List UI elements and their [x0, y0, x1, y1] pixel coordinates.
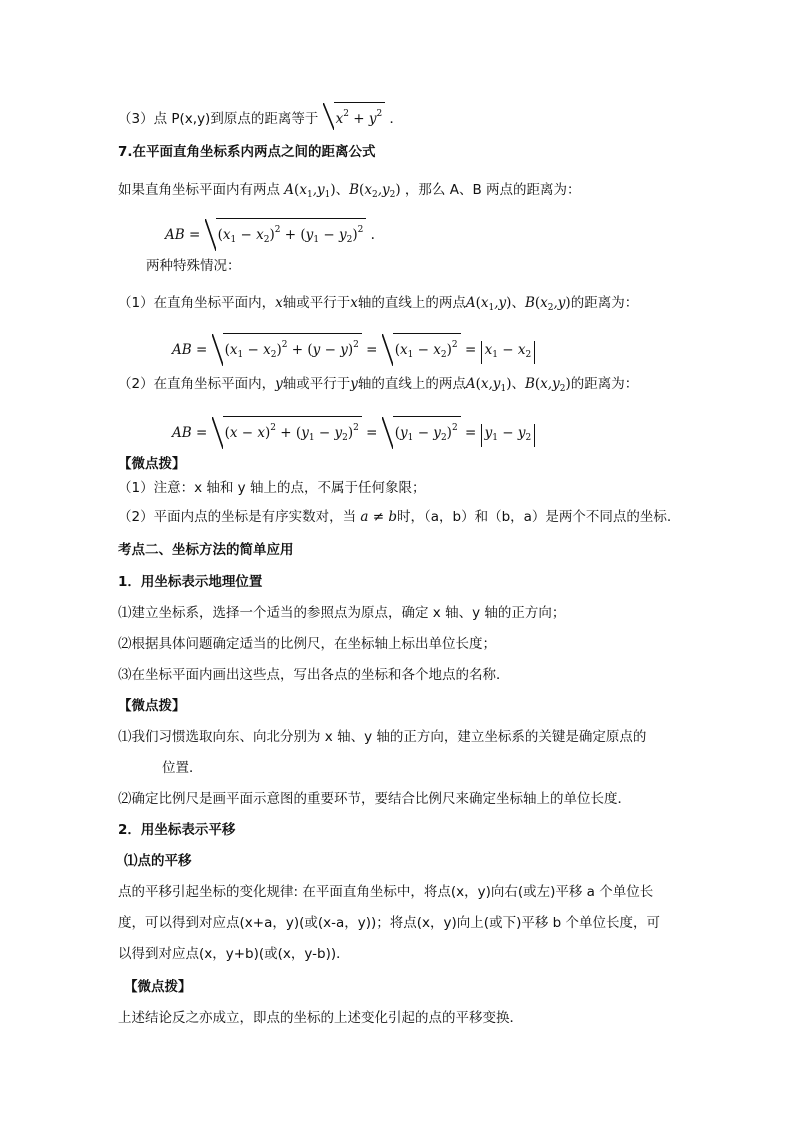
section-7-title: 7.在平面直角坐标系内两点之间的距离公式: [118, 144, 376, 160]
tip-2: （2）平面内点的坐标是有序实数对，当 a ≠ b时，（a，b）和（b，a）是两个不同点的坐标.: [118, 509, 672, 525]
distance-origin-text: （3）点 P(x,y)到原点的距离等于: [118, 111, 319, 127]
point-a-formula: $A(x_1,y_1)$: [284, 182, 336, 200]
s1-item-1: ⑴建立坐标系，选择一个适当的参照点为原点，确定 x 轴、y 轴的正方向；: [118, 605, 566, 621]
tip-b1-line2: 位置．: [162, 760, 203, 776]
kaodian-2-title: 考点二、坐标方法的简单应用: [118, 542, 294, 558]
special-cases-intro: 两种特殊情况：: [146, 258, 241, 274]
case-1-text: （1）在直角坐标平面内，x轴或平行于x轴的直线上的两点$A(x_1,y)$、$B(x_2,y)$的距离为：: [118, 295, 639, 313]
tip-b1-line1: ⑴我们习惯选取向东、向北分别为 x 轴、y 轴的正方向，建立坐标系的关键是确定原点的: [118, 729, 647, 745]
tip-title-2: 【微点拨】: [118, 698, 186, 714]
tip-title-1: 【微点拨】: [118, 456, 186, 472]
case-2-text: （2）在直角坐标平面内，y轴或平行于y轴的直线上的两点$A(x,y_1)$、$B(x,y_2)$的距离为：: [118, 376, 639, 394]
tip-b2: ⑵确定比例尺是画平面示意图的重要环节，要结合比例尺来确定坐标轴上的单位长度．: [118, 791, 631, 807]
section-7-intro: 如果直角坐标平面内有两点 $A(x_1,y_1)$、$B(x_2,y_2)$ ，那么 A、B 两点的距离为：: [118, 182, 581, 200]
sqrt-x2-y2: $x^2 + y^2$: [323, 102, 386, 129]
s1-item-3: ⑶在坐标平面内画出这些点，写出各点的坐标和各个地点的名称．: [118, 667, 510, 683]
line-distance-to-origin: （3）点 P(x,y)到原点的距离等于 $x^2 + y^2$ ．: [118, 102, 403, 129]
s1-item-2: ⑵根据具体问题确定适当的比例尺，在坐标轴上标出单位长度；: [118, 636, 496, 652]
subsection-1-title: 1．用坐标表示地理位置: [118, 574, 263, 590]
closing-statement: 上述结论反之亦成立，即点的坐标的上述变化引起的点的平移变换．: [118, 1010, 523, 1026]
s2-para-line3: 以得到对应点(x，y+b)(或(x，y-b))．: [118, 946, 350, 962]
point-b-formula: $B(x_2,y_2)$: [349, 182, 401, 200]
subsection-2-subtitle: ⑴点的平移: [124, 853, 192, 869]
tip-title-3: 【微点拨】: [124, 979, 192, 995]
s2-para-line1: 点的平移引起坐标的变化规律: 在平面直角坐标中，将点(x，y)向右(或左)平移 a 个单位长: [118, 884, 654, 900]
case-2-formula: AB = $(x - x)^2 + (y_1 - y_2)^2 = (y_1 - y_2)^2 = y_1 - y_2$: [172, 416, 535, 448]
case-1-formula: AB = $(x_1 - x_2)^2 + (y - y)^2 = (x_1 - x_2)^2 = x_1 - x_2$: [172, 333, 535, 365]
distance-formula: AB = $(x_1 - x_2)^2 + (y_1 - y_2)^2$ .: [165, 218, 375, 250]
tip-1: （1）注意：x 轴和 y 轴上的点，不属于任何象限；: [118, 480, 426, 496]
s2-para-line2: 度，可以得到对应点(x+a，y)(或(x-a，y))；将点(x，y)向上(或下)平移 b 个单位长度，可: [118, 915, 660, 931]
subsection-2-title: 2．用坐标表示平移: [118, 822, 236, 838]
